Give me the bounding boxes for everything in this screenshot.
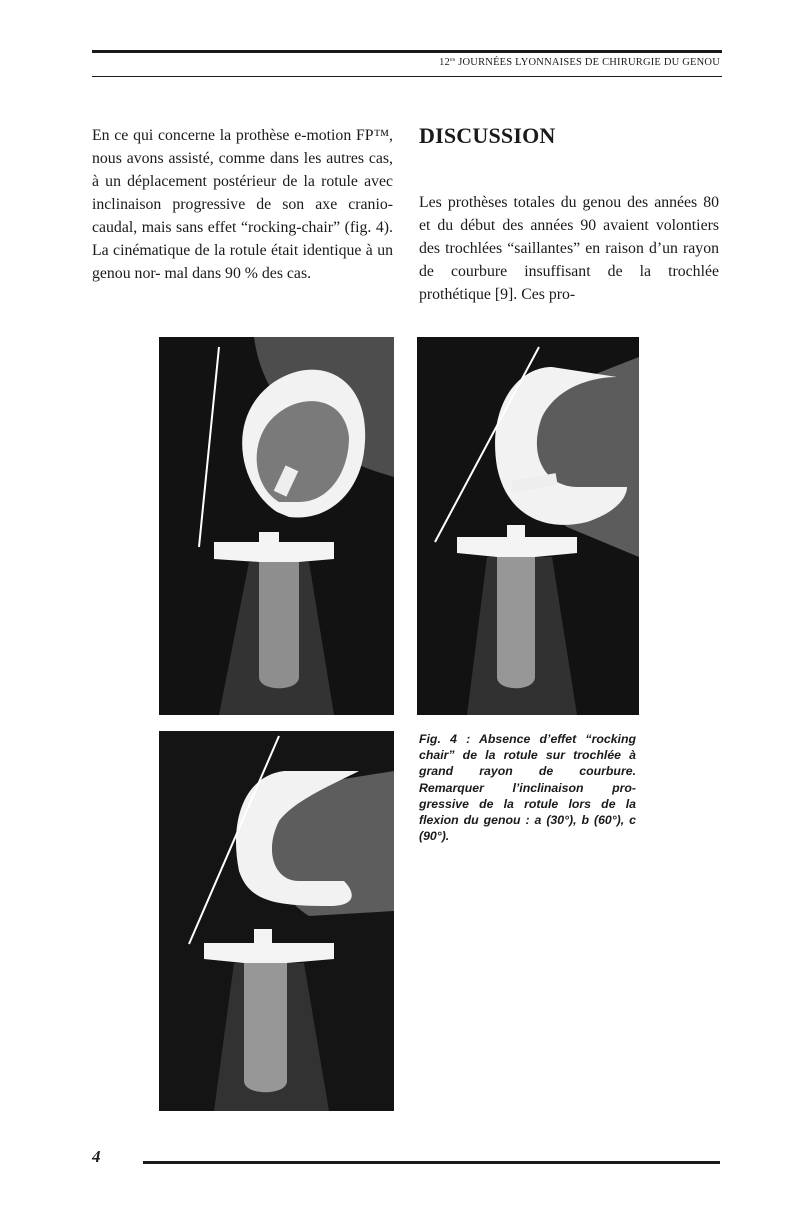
xray-image-b (417, 337, 639, 715)
section-heading: DISCUSSION (419, 123, 556, 148)
text-line: de la rotule était identique à un genou nor- (92, 242, 394, 282)
running-head-title: JOURNÉES LYONNAISES DE CHIRURGIE DU GENOU (455, 57, 720, 68)
caption-line: Fig. 4 : Absence d’effet “rocking (419, 732, 636, 746)
right-column-text (419, 191, 719, 306)
paragraph (92, 124, 393, 285)
caption-line: chair” de la rotule sur trochlée à (419, 748, 636, 763)
caption-line: Remarquer l’inclinaison pro- (419, 780, 636, 795)
page-number: 4 (92, 1147, 101, 1166)
xray-a-graphic (159, 337, 394, 715)
caption-line: grand rayon de courbure. (419, 764, 636, 779)
caption-line: flexion du genou : a (30°), b (419, 813, 589, 828)
text-line: “rocking-chair” (fig. 4). La cinématique (92, 219, 393, 259)
text-line: la rotule avec inclinaison progressive de (92, 173, 394, 213)
caption-line: gressive de la rotule lors de la (419, 796, 636, 811)
xray-c-graphic (159, 731, 394, 1111)
text-line: FP™, nous avons assisté, comme dans les (92, 127, 394, 167)
text-line: Les prothèses totales du genou des années (419, 194, 698, 211)
paragraph (419, 191, 719, 306)
text-line: volontiers des trochlées “saillantes” en (419, 217, 719, 257)
running-head (439, 57, 720, 68)
xray-image-c (159, 731, 394, 1111)
left-column-text (92, 124, 393, 285)
text-line: En ce qui concerne la prothèse e-motion (92, 127, 352, 144)
text-line: de la trochlée prothétique [9]. Ces pro- (419, 263, 719, 303)
header-rule-thick (92, 50, 722, 53)
footer-rule (143, 1161, 720, 1164)
edition-number: 12 (439, 57, 450, 68)
text-line: 80 et du début des années 90 avaient (419, 194, 720, 234)
xray-b-graphic (417, 337, 639, 715)
figure-caption (419, 731, 636, 844)
text-line: son axe cranio-caudal, mais sans effet (92, 196, 393, 236)
edition-suffix: es (450, 57, 456, 63)
caption-line: (60°), c (90°). (419, 813, 636, 844)
text-line: autres cas, à un déplacement postérieur de (92, 150, 393, 190)
header-rule-thin (92, 76, 722, 77)
text-line: raison d’un rayon de courbure insuffisant (419, 240, 719, 280)
xray-image-a (159, 337, 394, 715)
text-line: mal dans 90 % des cas. (164, 265, 312, 282)
